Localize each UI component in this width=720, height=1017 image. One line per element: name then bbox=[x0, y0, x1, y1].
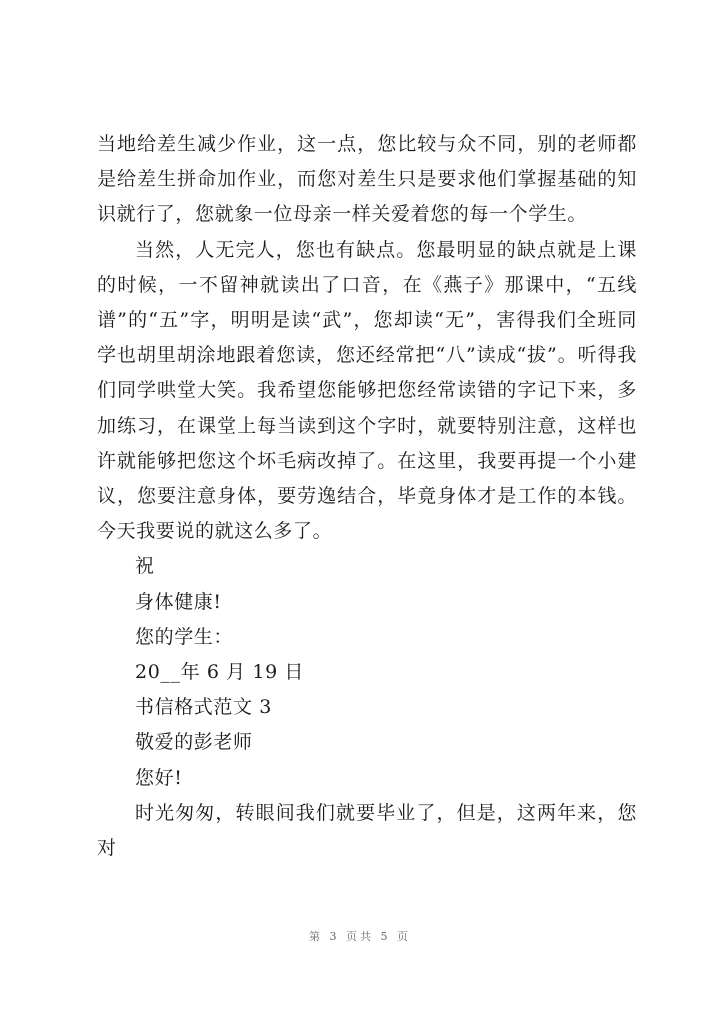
paragraph-2: 当然，人无完人，您也有缺点。您最明显的缺点就是上课的时候，一不留神就读出了口音，在《燕子》那课中，“五线谱”的“五”字，明明是读“武”，您却读“无”，害得我们全班同学也胡里胡涂地跟着您读，您还经常把“八”读成“拔”。听得我们同学哄堂大笑。我希望您能够把您经常读错的字记下来，多加练习，在课堂上每当读到这个字时，就要特别注意，这样也许就能够把您这个坏毛病改掉了。在这里，我要再提一个小建议，您要注意身体，要劳逸结合，毕竟身体才是工作的本钱。今天我要说的就这么多了。 bbox=[97, 238, 637, 543]
closing-wish: 祝 bbox=[135, 555, 155, 578]
signature: 您的学生： bbox=[135, 625, 234, 648]
section-heading: 书信格式范文 3 bbox=[135, 696, 272, 719]
letter-date: 20__年 6 月 19 日 bbox=[135, 661, 305, 684]
paragraph-1: 当地给差生减少作业，这一点，您比较与众不同，别的老师都是给差生拼命加作业，而您对差生只是要求他们掌握基础的知识就行了，您就象一位母亲一样关爱着您的每一个学生。 bbox=[97, 133, 637, 226]
letter-body bbox=[97, 127, 637, 866]
paragraph-3: 时光匆匆，转眼间我们就要毕业了，但是，这两年来，您对 bbox=[97, 801, 637, 860]
closing-blessing: 身体健康! bbox=[135, 590, 222, 613]
salutation: 敬爱的彭老师 bbox=[135, 731, 253, 754]
page-footer: 第 3 页共 5 页 bbox=[309, 930, 411, 943]
greeting: 您好! bbox=[135, 766, 183, 789]
